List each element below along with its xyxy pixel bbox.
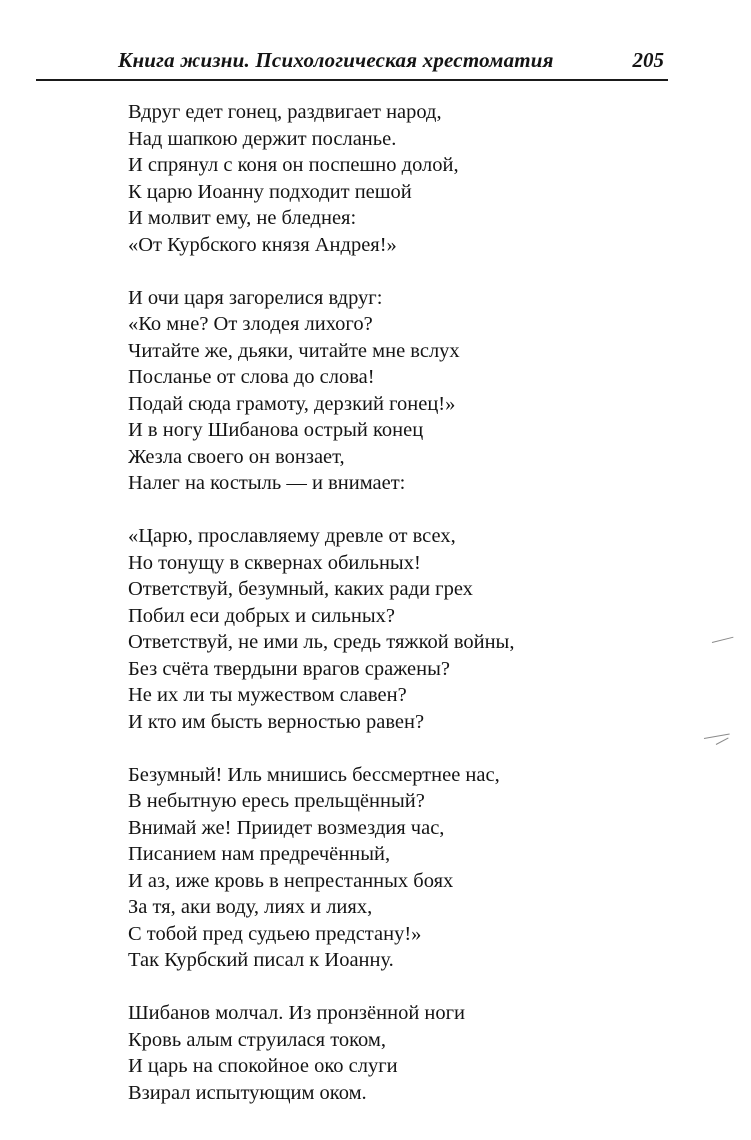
poem-line: Шибанов молчал. Из пронзённой ноги [128, 1002, 466, 1024]
poem-line: Без счёта твердыни врагов сражены? [128, 657, 451, 680]
stanza [128, 285, 648, 497]
poem-line: Побил еси добрых и сильных? [128, 604, 395, 627]
poem-line: Ответствуй, не ими ль, средь тяжкой войны, [128, 631, 515, 653]
stanza [128, 523, 648, 735]
poem-line: Не их ли ты мужеством славен? [128, 684, 407, 706]
poem-line: Так Курбский писал к Иоанну. [128, 949, 394, 971]
poem-body [128, 99, 648, 1133]
poem-line: Внимай же! Приидет возмездия час, [128, 816, 445, 839]
poem-line: И аз, иже кровь в непрестанных боях [128, 869, 454, 892]
poem-line: И в ногу Шибанова острый конец [128, 419, 424, 441]
poem-line: И спрянул с коня он поспешно долой, [128, 154, 459, 176]
stanza [128, 99, 648, 258]
poem-line: Ответствуй, безумный, каких ради грех [128, 578, 473, 600]
poem-line: В небытную ересь прельщённый? [128, 790, 425, 812]
poem-line: «Царю, прославляему древле от всех, [128, 525, 456, 547]
poem-line: Подай сюда грамоту, дерзкий гонец!» [128, 392, 456, 415]
poem-line: «Ко мне? От злодея лихого? [128, 313, 373, 335]
poem-line: С тобой пред судьею предстану!» [128, 922, 422, 945]
poem-line: Над шапкою держит посланье. [128, 127, 397, 150]
poem-line: Налег на костыль — и внимает: [128, 472, 406, 494]
poem-line: И молвит ему, не бледнея: [128, 207, 357, 229]
poem-line: Безумный! Иль мнишись бессмертнее нас, [128, 763, 500, 786]
poem-line: Вдруг едет гонец, раздвигает народ, [128, 101, 442, 123]
poem-line: Посланье от слова до слова! [128, 366, 375, 388]
page-number: 205 [632, 48, 664, 72]
running-title: Книга жизни. Психологическая хрестоматия [118, 48, 554, 72]
scan-mark [716, 737, 729, 744]
poem-line: Писанием нам предречённый, [128, 843, 391, 865]
poem-line: Кровь алым струилася током, [128, 1028, 387, 1051]
scan-mark [712, 637, 734, 643]
poem-line: Взирал испытующим оком. [128, 1081, 367, 1104]
poem-line: За тя, аки воду, лиях и лиях, [128, 896, 373, 918]
stanza [128, 1000, 648, 1106]
running-header [36, 46, 668, 80]
poem-line: К царю Иоанну подходит пешой [128, 180, 412, 203]
poem-line: И царь на спокойное око слуги [128, 1055, 398, 1077]
poem-line: Но тонущу в сквернах обильных! [128, 551, 421, 574]
stanza [128, 762, 648, 974]
poem-line: И очи царя загорелися вдруг: [128, 286, 383, 309]
poem-line: Жезла своего он вонзает, [128, 445, 345, 468]
poem-line: «От Курбского князя Андрея!» [128, 233, 397, 256]
header-rule [36, 79, 668, 81]
poem-line: И кто им бысть верностью равен? [128, 710, 425, 733]
poem-line: Читайте же, дьяки, читайте мне вслух [128, 339, 460, 362]
